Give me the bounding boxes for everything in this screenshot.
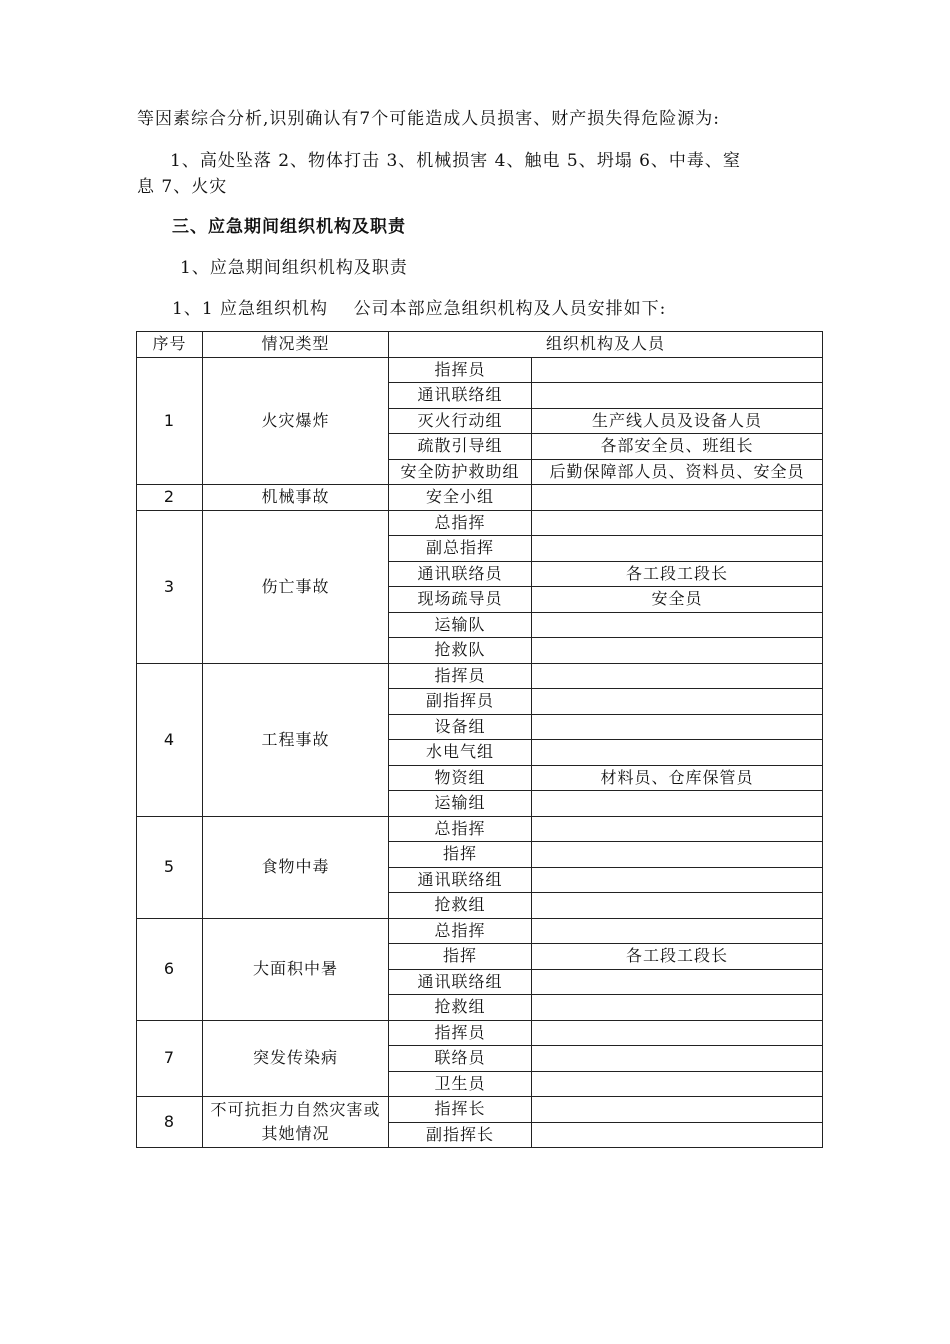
personnel-cell: 后勤保障部人员、资料员、安全员 — [532, 459, 823, 485]
personnel-cell — [532, 969, 823, 995]
personnel-cell: 各部安全员、班组长 — [532, 434, 823, 460]
role-cell: 总指挥 — [389, 510, 532, 536]
role-cell: 副总指挥 — [389, 536, 532, 562]
personnel-cell — [532, 1122, 823, 1148]
incident-type: 突发传染病 — [203, 1020, 389, 1097]
personnel-cell — [532, 485, 823, 511]
role-cell: 疏散引导组 — [389, 434, 532, 460]
incident-type: 大面积中暑 — [203, 918, 389, 1020]
personnel-cell — [532, 791, 823, 817]
table-row — [137, 485, 823, 511]
header-no: 序号 — [137, 332, 203, 358]
personnel-cell — [532, 383, 823, 409]
table-row — [137, 1020, 823, 1046]
hazard-list-line2: 息 7、火灾 — [137, 177, 228, 197]
row-number: 6 — [137, 918, 203, 1020]
incident-type: 工程事故 — [203, 663, 389, 816]
personnel-cell — [532, 816, 823, 842]
role-cell: 抢救组 — [389, 995, 532, 1021]
personnel-cell — [532, 612, 823, 638]
role-cell: 水电气组 — [389, 740, 532, 766]
personnel-cell — [532, 1097, 823, 1123]
role-cell: 安全防护救助组 — [389, 459, 532, 485]
personnel-cell — [532, 1046, 823, 1072]
row-number: 8 — [137, 1097, 203, 1148]
role-cell: 通讯联络组 — [389, 969, 532, 995]
role-cell: 指挥 — [389, 944, 532, 970]
row-number: 7 — [137, 1020, 203, 1097]
table-row — [137, 510, 823, 536]
personnel-cell — [532, 867, 823, 893]
personnel-cell — [532, 1020, 823, 1046]
table-row — [137, 663, 823, 689]
role-cell: 总指挥 — [389, 918, 532, 944]
row-number: 3 — [137, 510, 203, 663]
subsection-intro: 1、1 应急组织机构 公司本部应急组织机构及人员安排如下: — [172, 299, 667, 319]
personnel-cell — [532, 842, 823, 868]
table-row — [137, 816, 823, 842]
incident-type: 火灾爆炸 — [203, 357, 389, 485]
header-org: 组织机构及人员 — [389, 332, 823, 358]
hazard-list-line1: 1、高处坠落 2、物体打击 3、机械损害 4、触电 5、坍塌 6、中毒、窒 — [170, 151, 741, 171]
personnel-cell — [532, 893, 823, 919]
row-number: 4 — [137, 663, 203, 816]
personnel-cell — [532, 714, 823, 740]
personnel-cell: 生产线人员及设备人员 — [532, 408, 823, 434]
section-heading: 三、应急期间组织机构及职责 — [172, 217, 406, 237]
role-cell: 现场疏导员 — [389, 587, 532, 613]
role-cell: 指挥员 — [389, 1020, 532, 1046]
personnel-cell — [532, 536, 823, 562]
personnel-cell — [532, 1071, 823, 1097]
role-cell: 抢救队 — [389, 638, 532, 664]
personnel-cell — [532, 638, 823, 664]
row-number: 2 — [137, 485, 203, 511]
row-number: 1 — [137, 357, 203, 485]
role-cell: 运输组 — [389, 791, 532, 817]
role-cell: 通讯联络组 — [389, 383, 532, 409]
role-cell: 抢救组 — [389, 893, 532, 919]
emergency-organization-table — [136, 331, 823, 1148]
role-cell: 副指挥长 — [389, 1122, 532, 1148]
personnel-cell: 材料员、仓库保管员 — [532, 765, 823, 791]
personnel-cell — [532, 510, 823, 536]
role-cell: 安全小组 — [389, 485, 532, 511]
role-cell: 设备组 — [389, 714, 532, 740]
role-cell: 灭火行动组 — [389, 408, 532, 434]
personnel-cell: 各工段工段长 — [532, 561, 823, 587]
table-row — [137, 1097, 823, 1123]
personnel-cell — [532, 740, 823, 766]
table-header-row — [137, 332, 823, 358]
role-cell: 卫生员 — [389, 1071, 532, 1097]
header-type: 情况类型 — [203, 332, 389, 358]
role-cell: 指挥 — [389, 842, 532, 868]
table-row — [137, 918, 823, 944]
personnel-cell — [532, 357, 823, 383]
role-cell: 物资组 — [389, 765, 532, 791]
personnel-cell — [532, 995, 823, 1021]
role-cell: 副指挥员 — [389, 689, 532, 715]
role-cell: 指挥员 — [389, 663, 532, 689]
role-cell: 通讯联络组 — [389, 867, 532, 893]
role-cell: 指挥长 — [389, 1097, 532, 1123]
role-cell: 指挥员 — [389, 357, 532, 383]
role-cell: 通讯联络员 — [389, 561, 532, 587]
table-row — [137, 357, 823, 383]
personnel-cell — [532, 689, 823, 715]
row-number: 5 — [137, 816, 203, 918]
incident-type: 不可抗拒力自然灾害或其她情况 — [203, 1097, 389, 1148]
subsection-title: 1、应急期间组织机构及职责 — [180, 258, 408, 278]
role-cell: 运输队 — [389, 612, 532, 638]
intro-paragraph: 等因素综合分析,识别确认有7个可能造成人员损害、财产损失得危险源为: — [137, 109, 720, 129]
incident-type: 机械事故 — [203, 485, 389, 511]
personnel-cell: 各工段工段长 — [532, 944, 823, 970]
personnel-cell — [532, 663, 823, 689]
personnel-cell: 安全员 — [532, 587, 823, 613]
role-cell: 联络员 — [389, 1046, 532, 1072]
incident-type: 伤亡事故 — [203, 510, 389, 663]
incident-type: 食物中毒 — [203, 816, 389, 918]
personnel-cell — [532, 918, 823, 944]
role-cell: 总指挥 — [389, 816, 532, 842]
